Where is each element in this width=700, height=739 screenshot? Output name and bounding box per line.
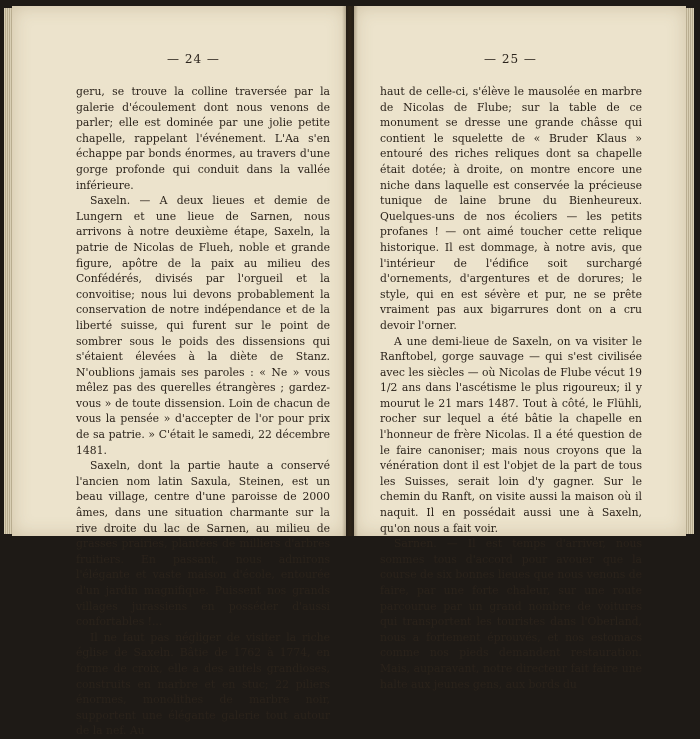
left-page <box>12 6 346 738</box>
paragraph: Saxeln, dont la partie haute a conservé l'ancien nom latin Saxula, Steinen, est un beau village, centre d'une paroisse de 2000 âmes, dans une situation charmante sur la rive droite du lac de Sarnen, au milieu de grasses prairies, plantées de milliers d'arbres fruitiers. En passant, nous admirons l'élégante et vaste maison d'école, entourée d'un jardin magnifique. Puissent nos grands villages jurassiens en posséder d'aussi confortables !... <box>76 459 330 629</box>
book-gutter <box>342 6 358 536</box>
paragraph: Il ne faut pas négliger de visiter la riche église de Saxeln. Bâtie de 1762 à 1774, en forme de croix, elle a des autels grandioses, construits en marbre et en stuc; 22 piliers énormes, monolithes de marbre noir, supportent une élégante galerie tout autour de la nef. Au <box>76 630 330 738</box>
right-page <box>354 6 686 691</box>
right-text-block <box>380 84 642 692</box>
paragraph: haut de celle-ci, s'élève le mausolée en marbre de Nicolas de Flube; sur la table de ce monument se dresse une grande châsse qui contient le squelette de « Bruder Klaus » entouré des riches reliques dont sa chapelle était dotée; à droite, on montre encore une niche dans laquelle est conservée la précieuse tunique de laine brune du Bienheureux. Quelques-uns de nos écoliers — les petits profanes ! — ont aimé toucher cette relique historique. Il est dommage, à notre avis, que l'intérieur de l'édifice soit surchargé d'ornements, d'argentures et de dorures; le style, qui en est sévère et pur, ne se prête vraiment pas aux bigarrures dont on a cru devoir l'orner. <box>380 85 642 332</box>
page-edges-right <box>686 8 694 534</box>
paragraph: Sarnen. — Il est temps d'arriver, nous sommes tous d'accord pour avouer que la course de six bonnes lieues que nous venons de faire, par une forte chaleur, sur une route parcourue par un grand nombre de voitures qui transportent les touristes dans l'Oberland, nous a fortement éprouvés, et nos estomacs comme nos pieds demandent restauration. Mais, auparavant, notre directeur fait faire une halte aux jeunes gens, aux bords du <box>380 537 642 691</box>
paragraph: A une demi-lieue de Saxeln, on va visiter le Ranftobel, gorge sauvage — qui s'est civilisée avec les siècles — où Nicolas de Flube vécut 19 1/2 ans dans l'ascétisme le plus rigoureux; il y mourut le 21 mars 1487. Tout à côté, le Flühli, rocher sur lequel a été bâtie la chapelle en l'honneur de frère Nicolas. Il a été question de le faire canoniser; mais nous croyons que la vénération dont il est l'objet de la part de tous les Suisses, serait loin d'y gagner. Sur le chemin du Ranft, on visite aussi la maison où il naquit. Il en possédait aussi une à Saxeln, qu'on nous a fait voir. <box>380 334 642 535</box>
page-number: — 25 — <box>484 52 537 66</box>
left-text-block <box>76 84 330 739</box>
paragraph: Saxeln. — A deux lieues et demie de Lungern et une lieue de Sarnen, nous arrivons à notre deuxième étape, Saxeln, la patrie de Nicolas de Flueh, noble et grande figure, apôtre de la paix au milieu des Confédérés, divisés par l'orgueil et la convoitise; nous lui devons probablement la conservation de notre indépendance et de la liberté suisse, qui furent sur le point de sombrer sous le poids des dissensions qui s'étaient élevées à la diète de Stanz. N'oublions jamais ses paroles : « Ne » vous mêlez pas des querelles étrangères ; gardez-vous » de toute dissension. Loin de chacun de vous la pensée » d'accepter de l'or pour prix de sa patrie. » C'était le samedi, 22 décembre 1481. <box>76 194 330 457</box>
page-number: — 24 — <box>167 52 220 66</box>
paragraph: geru, se trouve la colline traversée par la galerie d'écoulement dont nous venons de parler; elle est dominée par une jolie petite chapelle, rappelant l'événement. L'Aa s'en échappe par bonds énormes, au travers d'une gorge profonde qui conduit dans la vallée inférieure. <box>76 85 330 192</box>
